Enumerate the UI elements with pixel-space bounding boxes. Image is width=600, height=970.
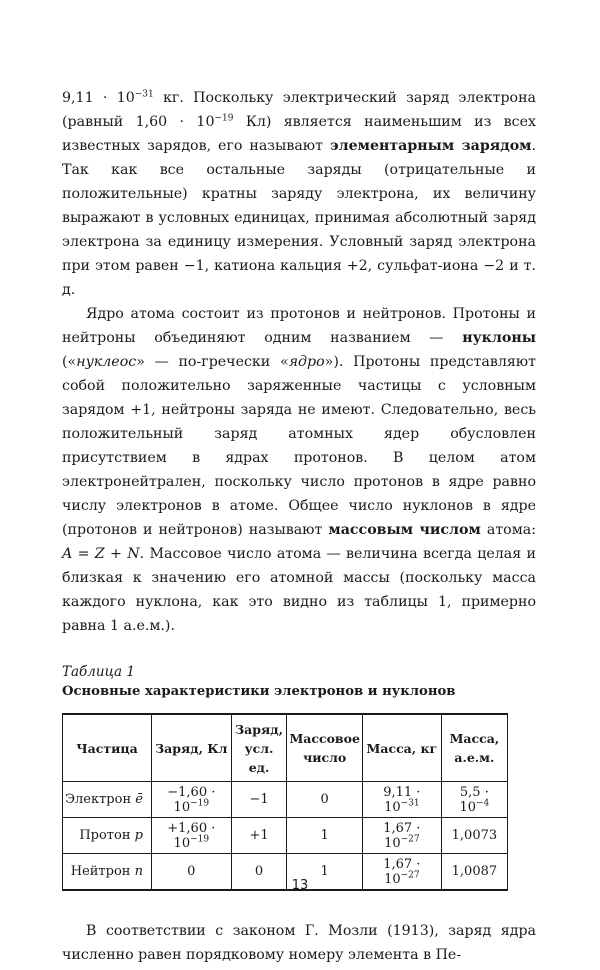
exponent: −19 [190,834,210,845]
cell-mass-number: 1 [287,854,362,891]
text: Кл) является наименьшим из всех известных зарядов, его называют [62,114,537,154]
value: 1,0087 [451,864,498,879]
header-charge-units: Заряд, усл. ед. [231,714,287,782]
exponent: −27 [400,834,420,845]
header-mass-number: Массовое число [287,714,362,782]
header-mass-amu: Масса, а.е.м. [441,714,507,782]
particle-name: Электрон [65,792,132,807]
cell-mass-number: 0 [287,782,362,818]
table-row [63,782,508,818]
particle-name: Протон [79,828,131,843]
exponent: −19 [190,798,210,809]
term-nucleons: нуклоны [462,330,536,346]
header-particle: Частица [63,714,152,782]
text: »). Протоны представляют собой положительно заряженные частицы с условным зарядом +1, нейтроны заряда не имеют. Следовательно, весь положительный заряд атомных ядер обусловлен присутствием в ядрах протонов. В целом атом электронейтрален, поскольку число протонов в ядре равно числу электронов в атоме. Общее число нуклонов в ядре (протонов и нейтронов) называют [62,354,536,538]
superscript: −19 [214,113,234,124]
cell-mass-kg [362,818,441,854]
value: 9,11 · 10 [383,784,421,815]
paragraph-moseley [62,919,536,967]
cell-mass-amu [441,782,507,818]
greek-translation: ядро [288,354,325,370]
cell-mass-kg [362,782,441,818]
cell-charge-c [151,782,231,818]
text: . Так как все остальные заряды (отрицательные и положительные) кратны заряду электрона, их величину выражают в условных единицах, принимая абсолютный заряд электрона за единицу измерения. Условный заряд электрона при этом равен −1, катиона кальция +2, сульфат-иона −2 и т. д. [62,138,536,298]
table-title: Основные характеристики электронов и нуклонов [62,684,456,699]
cell-particle [63,782,152,818]
value: 1,67 · 10 [383,856,421,887]
exponent: −31 [400,798,420,809]
paragraph-electron-charge [62,86,536,302]
cell-charge-units: +1 [231,818,287,854]
particle-symbol: ē [135,792,143,807]
superscript: −31 [134,89,154,100]
text: Ядро атома состоит из протонов и нейтронов. Протоны и нейтроны объединяют одним названием — [62,306,536,346]
formula: A = Z + N [62,546,140,562]
cell-charge-units: −1 [231,782,287,818]
exponent: −27 [400,870,420,881]
header-charge-c: Заряд, Кл [151,714,231,782]
table-caption: Таблица 1 [62,664,135,680]
cell-particle [63,818,152,854]
page-body [62,86,536,967]
text: 9,11 · 10 [62,90,135,106]
value: 1,0073 [451,828,498,843]
particles-table [62,713,508,891]
text: . Массовое число атома — величина всегда целая и близкая к значению его атомной массы (поскольку масса каждого нуклона, как это видно из таблицы 1, примерно равна 1 а.е.м.). [62,546,536,634]
cell-mass-number: 1 [287,818,362,854]
exponent: −4 [476,798,490,809]
greek-word: нуклеос [76,354,137,370]
paragraph-nucleus [62,302,536,638]
header-mass-kg: Масса, кг [362,714,441,782]
cell-charge-units: 0 [231,854,287,891]
text: атома: [480,522,536,538]
text: (« [62,354,77,370]
text: кг. Поскольку электрический заряд электрона (равный 1,60 · 10 [62,90,537,130]
text: В соответствии с законом Г. Мозли (1913), заряд ядра численно равен порядковому номеру элемента в Пе- [62,923,536,963]
value: −1,60 · 10 [167,784,216,815]
particle-symbol: p [134,828,143,843]
page-number: 13 [291,878,309,893]
table-row [63,818,508,854]
cell-mass-amu [441,818,507,854]
particle-name: Нейтрон [70,864,131,879]
term-elementary-charge: элементарным зарядом [329,138,532,154]
particle-symbol: n [134,864,143,879]
table-body [63,782,508,891]
cell-charge-c [151,818,231,854]
value: 0 [187,864,196,879]
value: 1,67 · 10 [383,820,421,851]
value: +1,60 · 10 [167,820,216,851]
table-header-row [63,714,508,782]
term-mass-number: массовым числом [328,522,481,538]
value: 5,5 · 10 [459,784,489,815]
text: » — по-гречески « [136,354,289,370]
